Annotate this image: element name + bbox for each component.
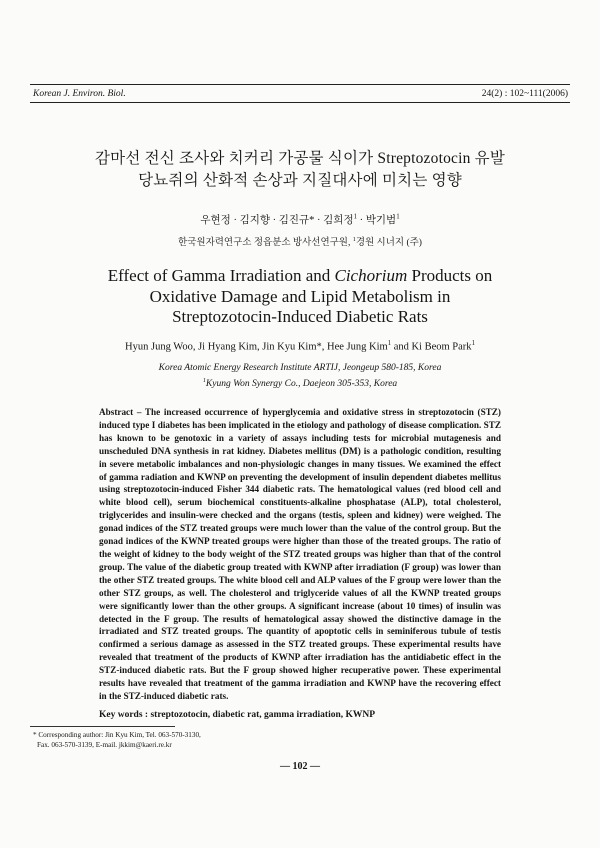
footnote xyxy=(33,730,293,750)
english-authors-sup1: 1 xyxy=(387,340,392,347)
english-title-italic: Cichorium xyxy=(334,266,408,285)
korean-authors-text: 우현정 · 김지향 · 김진규* · 김희정 xyxy=(200,215,354,226)
english-authors-a: Hyun Jung Woo, Ji Hyang Kim, Jin Kyu Kim*, Hee Jung Kim xyxy=(125,341,388,353)
english-affil-line2 xyxy=(40,375,560,391)
english-title-1b: Products on xyxy=(407,266,493,285)
korean-title-line2: 당뇨쥐의 산화적 손상과 지질대사에 미치는 영향 xyxy=(138,172,462,189)
keywords: Key words : streptozotocin, diabetic rat, gamma irradiation, KWNP xyxy=(99,710,376,720)
english-affiliation xyxy=(40,362,560,391)
header-rule-bottom xyxy=(30,102,570,103)
footnote-line1: * Corresponding author: Jin Kyu Kim, Tel. 063-570-3130, xyxy=(33,731,201,739)
korean-affil-main: 한국원자력연구소 정읍분소 방사선연구원, xyxy=(178,238,353,248)
journal-name: Korean J. Environ. Biol. xyxy=(33,89,126,99)
korean-title-line1: 감마선 전신 조사와 치커리 가공물 식이가 Streptozotocin 유발 xyxy=(94,150,505,167)
english-affil-line1: Korea Atomic Energy Research Institute ARTIJ, Jeongeup 580-185, Korea xyxy=(158,363,442,373)
footnote-line2: Fax. 063-570-3139, E-mail. jkkim@kaeri.re.kr xyxy=(37,741,172,749)
english-authors-b: and Ki Beom Park xyxy=(391,341,472,353)
english-title-line3: Streptozotocin-Induced Diabetic Rats xyxy=(172,307,428,326)
english-affil-line2-text: Kyung Won Synergy Co., Daejeon 305-353, Korea xyxy=(205,379,398,390)
page-number: — 102 — xyxy=(280,761,320,772)
korean-title xyxy=(40,148,560,192)
english-authors xyxy=(40,340,560,353)
english-title xyxy=(40,266,560,328)
korean-authors-sup2: 1 xyxy=(396,213,400,221)
english-affil-sup: 1 xyxy=(202,378,206,384)
english-title-line1 xyxy=(40,266,560,287)
footnote-rule xyxy=(30,726,175,727)
korean-affil-sup: 1 xyxy=(352,236,356,243)
english-title-1a: Effect of Gamma Irradiation and xyxy=(107,266,335,285)
english-authors-sup2: 1 xyxy=(471,340,475,347)
korean-authors-mid: · 박기범 xyxy=(357,215,397,226)
korean-authors xyxy=(40,212,560,227)
volume-pages: 24(2) : 102~111(2006) xyxy=(481,89,568,99)
korean-affiliation xyxy=(40,234,560,248)
english-title-line2: Oxidative Damage and Lipid Metabolism in xyxy=(149,286,451,306)
korean-authors-sup1: 1 xyxy=(353,213,358,221)
korean-affil-rest: 경원 시너지 (주) xyxy=(355,238,422,248)
abstract: Abstract – The increased occurrence of hyperglycemia and oxidative stress in streptozotocin (STZ) induced type I diabetes has been implicated in the etiology and pathology of disease complication. STZ has known to be genotoxic in a variety of assays including tests for microbial mutagenesis and unscheduled DNA synthesis in rat kidney. Diabetes mellitus (DM) is a pathologic condition, resulting in severe metabolic imbalances and non-physiologic changes in many tissues. We examined the effect of gamma radiation and KWNP on preventing the development of insulin dependent diabetes mellitus using streptozotocin-induced Fisher 344 diabetic rats. The hematological values (red blood cell and white blood cell), serum biochemical constituents-alkaline phosphatase (ALP), total cholesterol, triglycerides and insulin-were checked and the organs (testis, spleen and kidney) were weighed. The gonad indices of the STZ treated groups were much lower than the value of the control group. But the gonad indices of the KWNP treated groups were higher than those of the treated groups. The ratio of the weight of kidney to the body weight of the STZ treated groups was higher than that of the control group. The value of the diabetic group treated with KWNP after irradiation (F group) was lower than the other STZ treated groups. The white blood cell and ALP values of the F group were lower than the other STZ groups, as well. The cholesterol and triglyceride values of all the KWNP treated groups were significantly lower than the other groups. A significant increase (about 10 times) of insulin was detected in the F group. The results of hematological assay showed the distinctive damage in the irradiated and STZ treated groups. The quantity of apoptotic cells in seminiferous tubule of testis confirmed a serious damage as assessed in the STZ treated groups. These experimental results have revealed that treatment of the products of KWNP after irradiation has the antidiabetic effect in the STZ-induced diabetic rats. But the F group showed higher recuperative power. These experimental results have revealed that treatment of the gamma irradiation and KWNP have the recovering effect in the STZ-induced diabetic rats. xyxy=(99,407,501,701)
header-rule-top xyxy=(30,84,570,85)
